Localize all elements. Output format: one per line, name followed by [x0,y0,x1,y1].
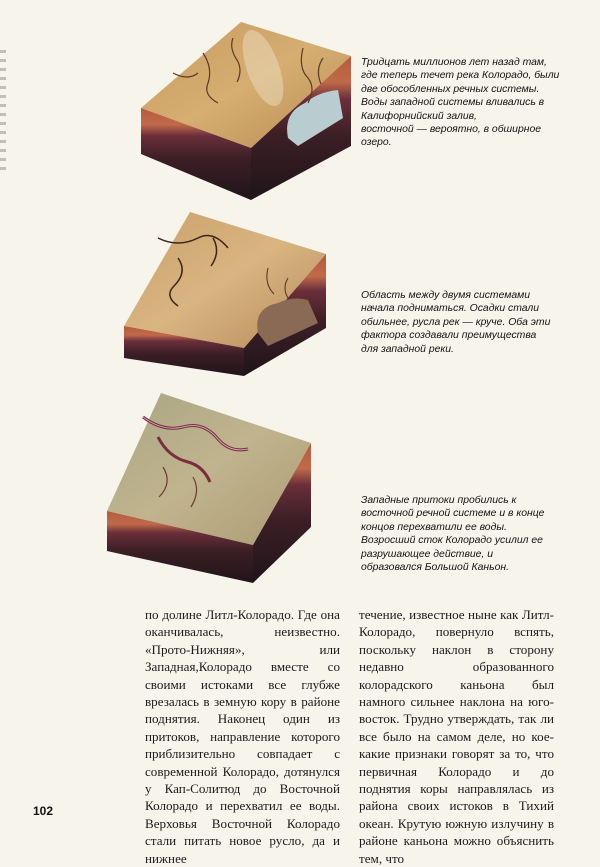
caption-3: Западные притоки пробились к восточной речной системе и в конце концов перехватили ее воды. Возросший сток Колорадо усилил ее разрушающее действие, и образовался Большой Каньон. [361,495,545,574]
block-diagram-1 [133,18,358,203]
caption-2: Область между двумя системами начала подниматься. Осадки стали обильнее, русла рек — круче. Оба эти фактора создавали преимущества для западной реки. [361,290,551,355]
block-diagram-2 [118,208,333,378]
page-number: 102 [33,804,54,818]
page-edge-marks [0,50,6,170]
body-text-right-column: течение, известное ныне как Литл-Колорадо, повернуло вспять, поскольку наклон в сторону недавно образованного колорадского каньона был намного сильнее наклона на юго-восток. Трудно утверждать, так ли все было на самом деле, но кое-какие признаки говорят за то, что первичная Колорадо и до поднятия коры направлялась из района своих истоков в Тихий океан. Крутую южную излучину в районе каньона можно объяснить тем, что [359,607,554,866]
caption-1: Тридцать миллионов лет назад там, где теперь течет река Колорадо, были две обособленных речных системы. Воды западной системы вливались в Калифорнийский залив, восточной — вероятно, в обширное озеро. [361,57,560,149]
block-diagram-3 [103,387,315,585]
body-text-left-column: по долине Литл-Колорадо. Где она оканчивалась, неизвестно. «Прото-Нижняя», или Западная,Колорадо вместе со своими истоками все глубже врезалась в земную кору в районе поднятия. Наконец один из притоков, направление которого приблизительно совпадает с современной Колорадо, дотянулся у Кап-Солитюд до Восточной Колорадо и перехватил ее воды. Верховья Восточной Колорадо стали питать новое русло, да и нижнее [145,607,340,866]
